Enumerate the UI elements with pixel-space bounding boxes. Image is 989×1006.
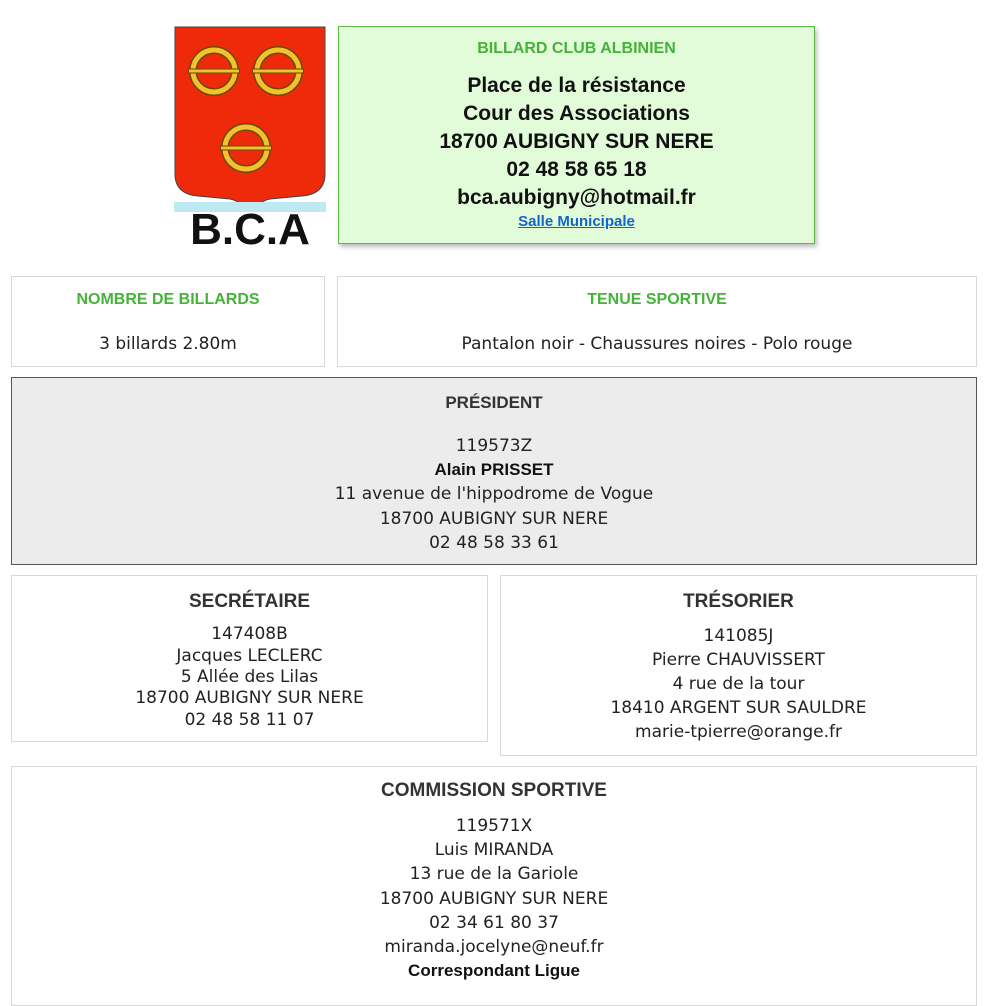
- commission-name: Luis MIRANDA: [434, 840, 554, 860]
- tresorier-email-link[interactable]: marie-tpierre@orange.fr: [635, 722, 842, 742]
- club-email: bca.aubigny@hotmail.fr: [457, 186, 696, 209]
- tresorier-title: TRÉSORIER: [683, 591, 794, 612]
- billards-title: NOMBRE DE BILLARDS: [76, 291, 260, 308]
- secretaire-id: 147408B: [211, 624, 288, 644]
- club-city: 18700 AUBIGNY SUR NERE: [439, 130, 714, 153]
- commission-id: 119571X: [455, 816, 533, 836]
- secretaire-address: 5 Allée des Lilas: [180, 667, 319, 687]
- tenue-value: Pantalon noir - Chaussures noires - Polo rouge: [461, 334, 853, 354]
- president-address: 11 avenue de l'hippodrome de Vogue: [334, 484, 654, 504]
- secretaire-phone: 02 48 58 11 07: [184, 710, 315, 730]
- tresorier-city: 18410 ARGENT SUR SAULDRE: [610, 698, 867, 718]
- tenue-title: TENUE SPORTIVE: [587, 291, 727, 308]
- secretaire-city: 18700 AUBIGNY SUR NERE: [135, 688, 364, 708]
- club-phone: 02 48 58 65 18: [506, 158, 647, 181]
- commission-card: [11, 766, 977, 1006]
- billards-card: [11, 276, 325, 367]
- president-title: PRÉSIDENT: [445, 393, 543, 412]
- tenue-card: [337, 276, 977, 367]
- club-logo: [174, 26, 326, 248]
- commission-address: 13 rue de la Gariole: [409, 864, 579, 884]
- president-name: Alain PRISSET: [434, 460, 554, 479]
- club-info-card: [338, 26, 815, 244]
- president-city: 18700 AUBIGNY SUR NERE: [379, 509, 609, 529]
- logo-text: B.C.A: [190, 205, 310, 248]
- president-card: [11, 377, 977, 565]
- secretaire-title: SECRÉTAIRE: [188, 591, 311, 612]
- billards-value: 3 billards 2.80m: [99, 334, 237, 354]
- president-id: 119573Z: [455, 436, 533, 456]
- commission-role: Correspondant Ligue: [408, 961, 580, 980]
- secretaire-card: [11, 575, 488, 742]
- salle-municipale-link[interactable]: Salle Municipale: [518, 213, 635, 230]
- commission-email-link[interactable]: miranda.jocelyne@neuf.fr: [384, 937, 604, 957]
- club-crest-icon: [174, 26, 326, 248]
- club-name: BILLARD CLUB ALBINIEN: [477, 40, 676, 57]
- tresorier-id: 141085J: [703, 626, 774, 646]
- commission-phone: 02 34 61 80 37: [429, 913, 559, 933]
- commission-title: COMMISSION SPORTIVE: [381, 780, 607, 801]
- president-phone: 02 48 58 33 61: [429, 533, 559, 553]
- secretaire-name: Jacques LECLERC: [176, 646, 323, 666]
- tresorier-card: [500, 575, 977, 756]
- club-address-line: Cour des Associations: [463, 102, 690, 125]
- club-address-line: Place de la résistance: [467, 74, 686, 97]
- commission-city: 18700 AUBIGNY SUR NERE: [379, 889, 609, 909]
- tresorier-address: 4 rue de la tour: [672, 674, 805, 694]
- tresorier-name: Pierre CHAUVISSERT: [652, 650, 825, 670]
